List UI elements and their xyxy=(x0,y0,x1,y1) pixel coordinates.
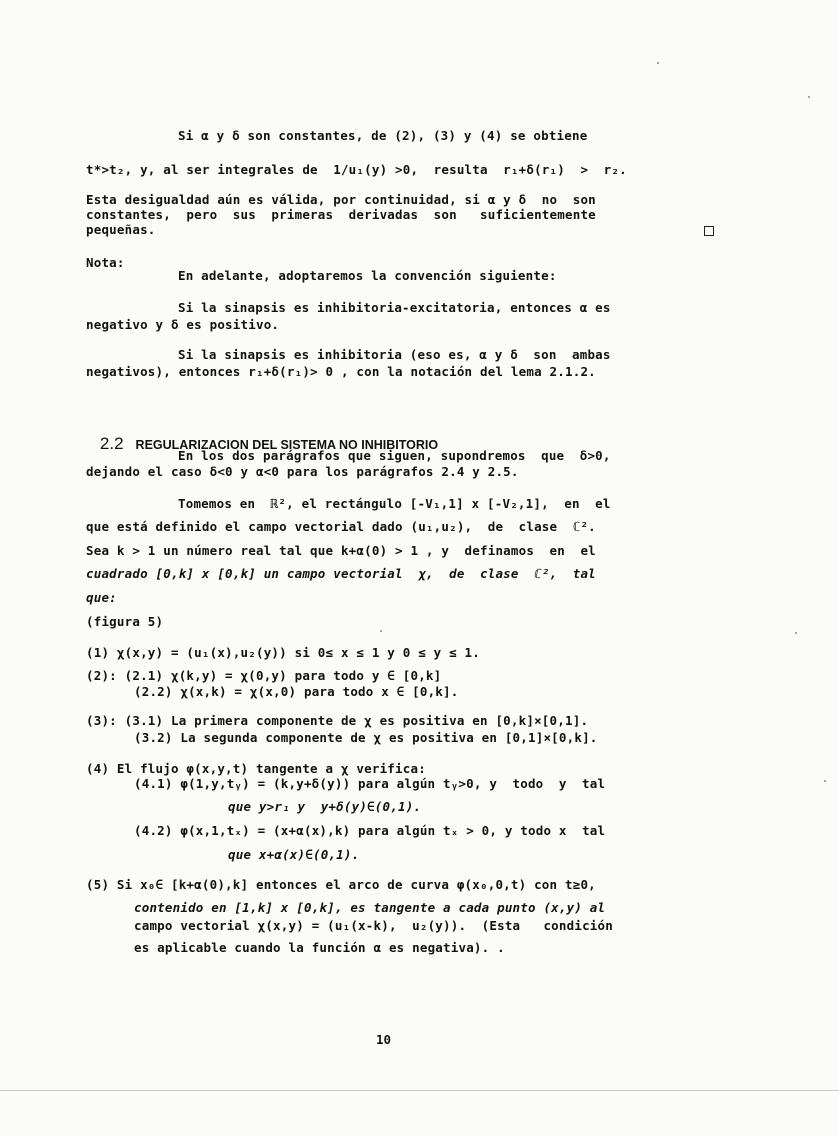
text-line: Si la sinapsis es inhibitoria-excitatoria, entonces α es xyxy=(178,300,611,315)
scan-speck xyxy=(380,630,382,632)
condition-line: (3.2) La segunda componente de χ es positiva en [0,1]×[0,k]. xyxy=(134,730,598,745)
text-line: t*>t₂, y, al ser integrales de 1/u₁(y) >0, resulta r₁+δ(r₁) > r₂. xyxy=(86,162,627,177)
condition-line: (2): (2.1) χ(k,y) = χ(0,y) para todo y ∈ [0,k] xyxy=(86,668,442,683)
text-line: negativo y δ es positivo. xyxy=(86,317,280,332)
condition-line: contenido en [1,k] x [0,k], es tangente a cada punto (x,y) al xyxy=(134,900,606,915)
text-line: Tomemos en ℝ², el rectángulo [-V₁,1] x [-V₂,1], en el xyxy=(178,496,611,511)
text-line: que: xyxy=(86,590,117,605)
figure-reference: (figura 5) xyxy=(86,614,164,629)
scan-speck xyxy=(657,62,659,64)
text-line: En los dos parágrafos que siguen, supondremos que δ>0, xyxy=(178,448,611,463)
text-line: pequeñas. xyxy=(86,222,156,237)
page-number: 10 xyxy=(376,1032,392,1047)
scan-speck xyxy=(808,96,810,98)
scan-speck xyxy=(824,780,826,782)
condition-line: (4.2) φ(x,1,tₓ) = (x+α(x),k) para algún tₓ > 0, y todo x tal xyxy=(134,823,606,838)
condition-line: es aplicable cuando la función α es negativa). . xyxy=(134,940,505,955)
condition-line: campo vectorial χ(x,y) = (u₁(x-k), u₂(y)). (Esta condición xyxy=(134,918,613,933)
text-line: dejando el caso δ<0 y α<0 para los parágrafos 2.4 y 2.5. xyxy=(86,464,519,479)
section-number: 2.2 xyxy=(99,434,124,453)
condition-line: (1) χ(x,y) = (u₁(x),u₂(y)) si 0≤ x ≤ 1 y 0 ≤ y ≤ 1. xyxy=(86,645,481,660)
text-line: que está definido el campo vectorial dado (u₁,u₂), de clase ℂ². xyxy=(86,519,596,534)
text-line: Sea k > 1 un número real tal que k+α(0) > 1 , y definamos en el xyxy=(86,543,596,558)
note-label: Nota: xyxy=(86,255,125,270)
section-title: REGULARIZACION DEL SISTEMA NO INHIBITORIO xyxy=(135,438,439,452)
condition-line: (3): (3.1) La primera componente de χ es positiva en [0,k]×[0,1]. xyxy=(86,713,589,728)
condition-line: (5) Si x₀∈ [k+α(0),k] entonces el arco de curva φ(x₀,0,t) con t≥0, xyxy=(86,877,596,892)
text-line: Si α y δ son constantes, de (2), (3) y (4) se obtiene xyxy=(178,128,588,143)
text-line: En adelante, adoptaremos la convención siguiente: xyxy=(178,268,557,283)
condition-line: que x+α(x)∈(0,1). xyxy=(228,847,360,862)
qed-square-icon xyxy=(704,226,714,236)
page-edge-line xyxy=(0,1090,839,1091)
text-line: Si la sinapsis es inhibitoria (eso es, α y δ son ambas xyxy=(178,347,611,362)
text-line: Esta desigualdad aún es válida, por continuidad, si α y δ no son xyxy=(86,192,596,207)
condition-line: (4) El flujo φ(x,y,t) tangente a χ verifica: xyxy=(86,761,426,776)
condition-line: (4.1) φ(1,y,tᵧ) = (k,y+δ(y)) para algún tᵧ>0, y todo y tal xyxy=(134,776,606,791)
condition-line: (2.2) χ(x,k) = χ(x,0) para todo x ∈ [0,k]. xyxy=(134,684,459,699)
scan-speck xyxy=(795,632,797,634)
condition-line: que y>r₁ y y+δ(y)∈(0,1). xyxy=(228,799,422,814)
text-line: constantes, pero sus primeras derivadas son suficientemente xyxy=(86,207,596,222)
text-line: cuadrado [0,k] x [0,k] un campo vectorial χ, de clase ℂ², tal xyxy=(86,566,596,581)
text-line: negativos), entonces r₁+δ(r₁)> 0 , con la notación del lema 2.1.2. xyxy=(86,364,596,379)
